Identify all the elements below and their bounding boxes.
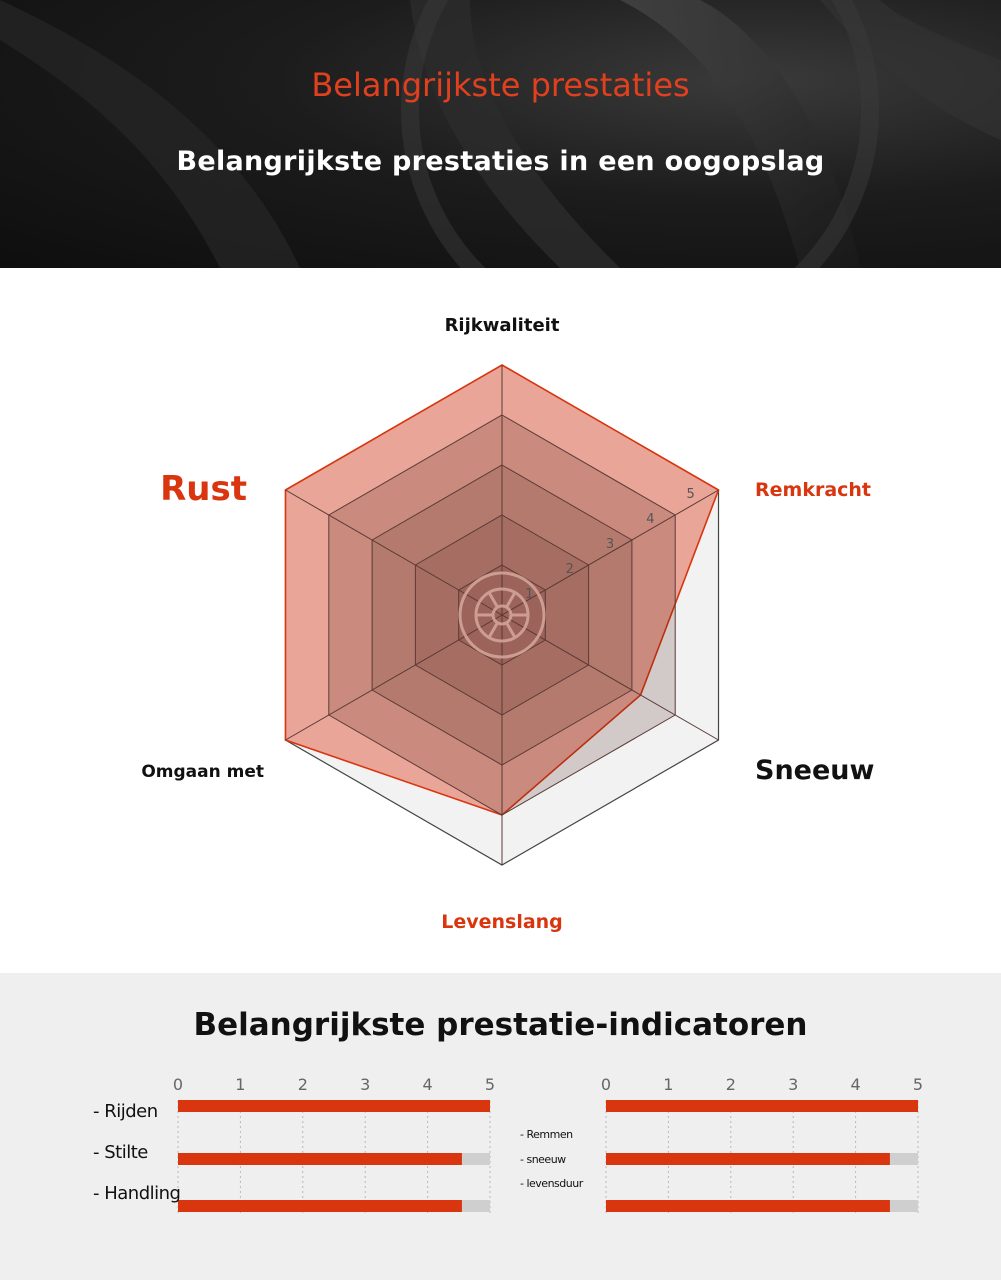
- radar-axis-label: Sneeuw: [755, 755, 875, 786]
- kpi-category-label: - Stilte: [93, 1142, 148, 1163]
- hero-title: Belangrijkste prestaties: [311, 66, 690, 104]
- kpi-tick-label: 3: [360, 1075, 371, 1094]
- kpi-tick-label: 0: [172, 1075, 184, 1094]
- kpi-tick-label: 5: [484, 1075, 496, 1094]
- radar-scale-label: 2: [565, 562, 574, 577]
- radar-axis-label: Rust: [160, 469, 247, 509]
- kpi-tick-label: 0: [600, 1075, 612, 1094]
- kpi-tick-label: 1: [235, 1075, 246, 1094]
- radar-scale-label: 1: [525, 587, 534, 602]
- kpi-bar-charts: [0, 973, 1001, 1280]
- radar-scale-label: 5: [686, 487, 695, 502]
- radar-axis-label: Omgaan met: [141, 762, 264, 782]
- hero-subtitle: Belangrijkste prestaties in een oogopslag: [176, 146, 825, 177]
- kpi-category-label: - Remmen: [520, 1128, 573, 1141]
- kpi-section: [0, 973, 1001, 1280]
- kpi-category-label: - Rijden: [93, 1101, 158, 1122]
- kpi-bar: [178, 1200, 462, 1212]
- kpi-bar: [606, 1100, 918, 1112]
- radar-axis-label: Remkracht: [755, 479, 872, 501]
- kpi-tick-label: 5: [912, 1075, 924, 1094]
- radar-chart: [0, 268, 1001, 973]
- kpi-bar: [178, 1153, 462, 1165]
- kpi-category-label: - sneeuw: [520, 1153, 566, 1166]
- kpi-bar: [606, 1200, 890, 1212]
- kpi-tick-label: 4: [850, 1075, 861, 1094]
- kpi-tick-label: 3: [788, 1075, 799, 1094]
- kpi-category-label: - levensduur: [520, 1177, 583, 1190]
- radar-scale-label: 4: [646, 512, 655, 527]
- hero-banner: [0, 0, 1001, 268]
- radar-axis-label: Levenslang: [441, 911, 563, 933]
- kpi-tick-label: 2: [297, 1075, 308, 1094]
- kpi-tick-label: 2: [725, 1075, 736, 1094]
- kpi-tick-label: 1: [663, 1075, 674, 1094]
- wheel-background-image: [0, 0, 1001, 268]
- radar-axis-label: Rijkwaliteit: [444, 315, 560, 336]
- kpi-tick-label: 4: [422, 1075, 433, 1094]
- kpi-title: Belangrijkste prestatie-indicatoren: [193, 1007, 808, 1043]
- kpi-bar: [178, 1100, 490, 1112]
- kpi-bar: [606, 1153, 890, 1165]
- radar-section: [0, 268, 1001, 973]
- kpi-category-label: - Handling: [93, 1183, 181, 1204]
- radar-scale-label: 3: [605, 537, 615, 552]
